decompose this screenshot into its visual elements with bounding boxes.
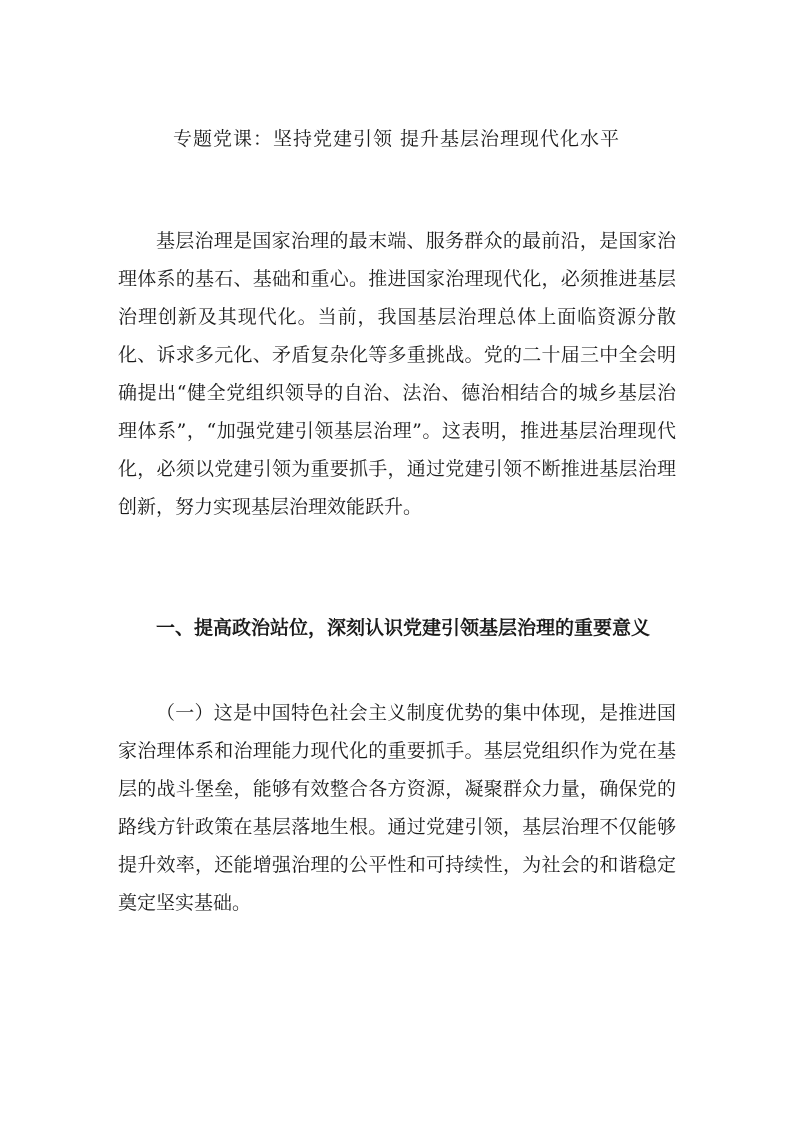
section-one-heading: 一、提高政治站位，深刻认识党建引领基层治理的重要意义 xyxy=(156,617,651,639)
intro-paragraph: 基层治理是国家治理的最末端、服务群众的最前沿，是国家治理体系的基石、基础和重心。推进国家治理现代化，必须推进基层治理创新及其现代化。当前，我国基层治理总体上面临资源分散化、诉求多元化、矛盾复杂化等多重挑战。党的二十届三中全会明确提出“健全党组织领导的自治、法治、德治相结合的城乡基层治理体系”，“加强党建引领基层治理”。这表明，推进基层治理现代化，必须以党建引领为重要抓手，通过党建引领不断推进基层治理创新，努力实现基层治理效能跃升。 xyxy=(118,230,676,518)
document-title: 专题党课：坚持党建引领 提升基层治理现代化水平 xyxy=(172,128,621,150)
section-one-paragraph-one: （一）这是中国特色社会主义制度优势的集中体现，是推进国家治理体系和治理能力现代化的重要抓手。基层党组织作为党在基层的战斗堡垒，能够有效整合各方资源，凝聚群众力量，确保党的路线方针政策在基层落地生根。通过党建引领，基层治理不仅能够提升效率，还能增强治理的公平性和可持续性，为社会的和谐稳定奠定坚实基础。 xyxy=(118,702,676,914)
